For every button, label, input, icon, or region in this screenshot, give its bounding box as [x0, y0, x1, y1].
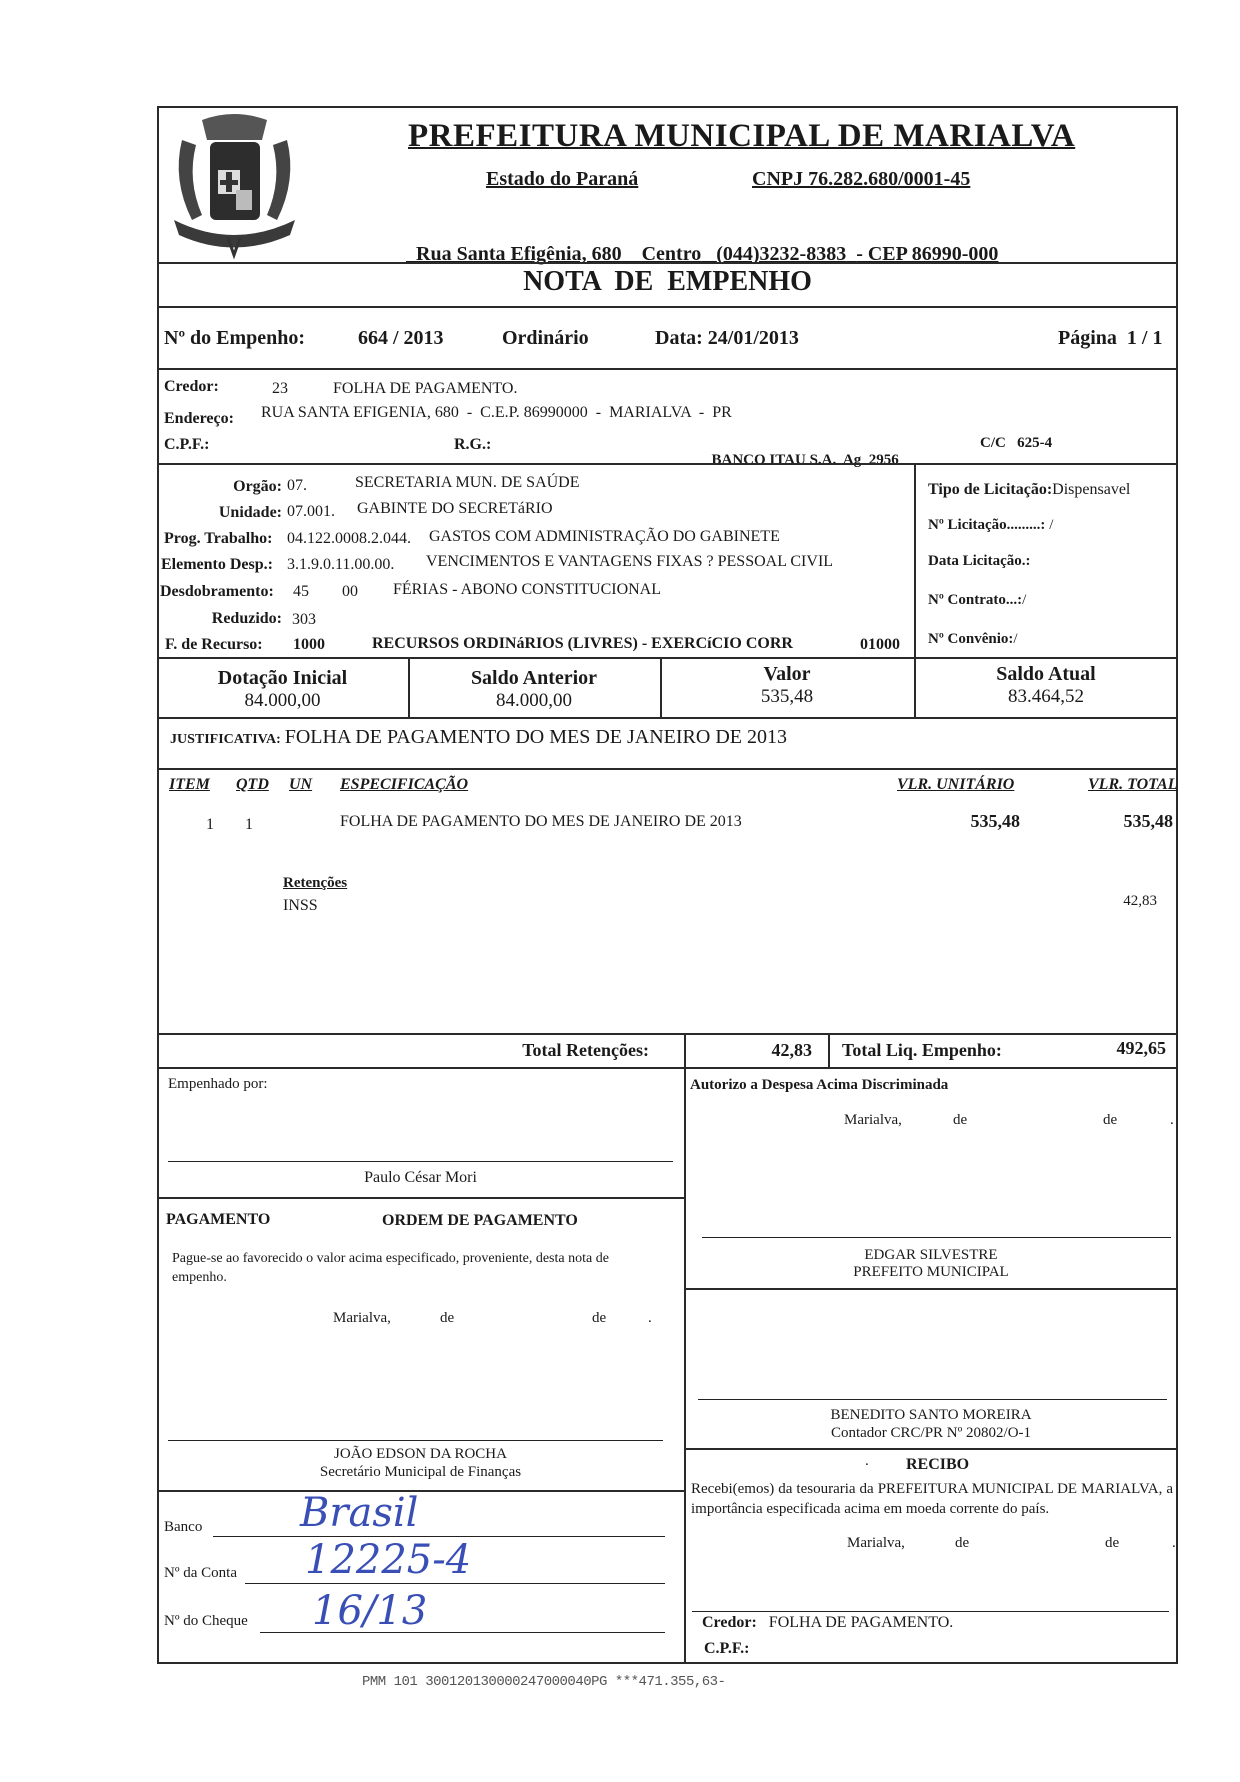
divider — [157, 306, 1178, 308]
credor-label: Credor: — [164, 378, 219, 395]
balance-value: 84.000,00 — [244, 690, 321, 711]
balance-label: Saldo Anterior — [470, 667, 598, 689]
desdobramento-name: FÉRIAS - ABONO CONSTITUCIONAL — [393, 581, 662, 598]
total-retencoes-value: 42,83 — [771, 1040, 812, 1060]
date-label: Data: — [655, 327, 703, 349]
recibo-credor-label: Credor: — [702, 1614, 757, 1631]
convenio-value: / — [1013, 631, 1018, 647]
contrato-value: / — [1022, 592, 1027, 608]
prog-code: 04.122.0008.2.044. — [287, 530, 411, 547]
contrato-label: Nº Contrato...: — [928, 592, 1023, 608]
orgao-name: SECRETARIA MUN. DE SAÚDE — [355, 474, 580, 491]
crest-icon — [162, 110, 307, 260]
secretario-title: Secretário Municipal de Finanças — [319, 1464, 522, 1480]
empenho-number-label: Nº do Empenho: — [164, 327, 306, 349]
document-title: NOTA DE EMPENHO — [523, 266, 812, 297]
rg-label: R.G.: — [454, 436, 492, 453]
recibo-cpf-label: C.P.F.: — [704, 1640, 750, 1657]
empenho-date — [655, 327, 799, 350]
divider — [157, 1197, 684, 1199]
period: . — [1170, 1112, 1174, 1128]
col-unit-price: VLR. UNITÁRIO — [897, 776, 1015, 793]
convenio-label: Nº Convênio: — [928, 631, 1014, 647]
recibo-label: RECIBO — [906, 1456, 970, 1473]
col-spec: ESPECIFICAÇÃO — [340, 776, 469, 793]
balance-saldo-anterior — [408, 667, 660, 712]
address-phone: (044)3232-8383 — [716, 243, 847, 265]
licitacao-numero-label: Nº Licitação.........: — [928, 517, 1046, 533]
col-total: VLR. TOTAL — [1088, 776, 1178, 793]
row-qtd: 1 — [245, 816, 253, 833]
divider — [157, 1067, 1178, 1069]
divider — [157, 717, 1178, 719]
balance-label: Dotação Inicial — [217, 667, 348, 689]
autorizo-label: Autorizo a Despesa Acima Discriminada — [690, 1077, 949, 1093]
licitacao-tipo-label: Tipo de Licitação: — [928, 481, 1053, 498]
balance-label: Saldo Atual — [996, 663, 1096, 685]
prog-name: GASTOS COM ADMINISTRAÇÃO DO GABINETE — [429, 528, 780, 545]
licitacao-numero-value: / — [1049, 517, 1054, 533]
elemento-code: 3.1.9.0.11.00.00. — [287, 556, 395, 573]
city-label: Marialva, — [844, 1112, 902, 1128]
row-item: 1 — [206, 816, 214, 833]
total-liquido-value: 492,65 — [1116, 1038, 1166, 1058]
licitacao-tipo — [928, 481, 1130, 499]
empenhado-label: Empenhado por: — [168, 1076, 268, 1092]
account-info — [980, 435, 1052, 452]
cpf-label: C.P.F.: — [164, 436, 210, 453]
recibo-bullet: . — [865, 1453, 869, 1469]
conta-label: Nº da Conta — [164, 1565, 237, 1581]
recibo-text: Recebi(emos) da tesouraria da PREFEITURA MUNICIPAL DE MARIALVA, a importância especificada acima em moeda corrente do país. — [691, 1481, 1173, 1517]
bank-authentication-stamp: PMM 101 300120130000247000040PG ***471.355,63- — [362, 1674, 726, 1690]
endereco-value: RUA SANTA EFIGENIA, 680 - C.E.P. 86990000 - MARIALVA - PR — [261, 404, 732, 421]
divider — [684, 1448, 1178, 1450]
recurso-name: RECURSOS ORDINáRIOS (LIVRES) - EXERCíCIO CORR — [372, 635, 793, 652]
bank-agency: 2956 — [868, 452, 899, 468]
unidade-label: Unidade: — [218, 504, 282, 521]
empenho-type: Ordinário — [502, 327, 589, 349]
balance-label: Valor — [763, 663, 811, 685]
conta-input-line[interactable] — [245, 1583, 665, 1584]
divider — [684, 1288, 1178, 1290]
prefeito-title: PREFEITO MUNICIPAL — [853, 1264, 1009, 1280]
empenhado-name: Paulo César Mori — [364, 1169, 477, 1186]
de-label: de — [953, 1112, 968, 1128]
bank-name: BANCO ITAU S.A. Ag — [711, 452, 862, 468]
licitacao-data-label: Data Licitação.: — [928, 553, 1031, 569]
balance-valor — [660, 663, 914, 708]
signature-line — [698, 1399, 1167, 1400]
col-item: ITEM — [169, 776, 210, 793]
signature-line — [702, 1237, 1171, 1238]
address-district: Centro — [641, 243, 702, 265]
justificativa-text: FOLHA DE PAGAMENTO DO MES DE JANEIRO DE 2013 — [284, 726, 787, 748]
municipality-title: PREFEITURA MUNICIPAL DE MARIALVA — [408, 118, 1076, 154]
recurso-sub: 01000 — [860, 636, 900, 653]
divider — [157, 262, 1178, 264]
banco-handwritten: Brasil — [300, 1490, 419, 1536]
contador-name: BENEDITO SANTO MOREIRA — [830, 1407, 1032, 1423]
desdobramento-code1: 45 — [293, 583, 309, 600]
divider — [157, 1490, 684, 1492]
col-un: UN — [289, 776, 313, 793]
signature-line — [168, 1161, 673, 1162]
endereco-label: Endereço: — [164, 410, 234, 427]
address-cep: - CEP 86990-000 — [856, 243, 999, 265]
secretario-name: JOÃO EDSON DA ROCHA — [334, 1446, 507, 1462]
row-total: 535,48 — [1123, 811, 1173, 831]
divider — [684, 1033, 686, 1663]
unidade-code: 07.001. — [287, 503, 335, 520]
retencao-value: 42,83 — [1123, 893, 1157, 909]
total-liquido-label: Total Liq. Empenho: — [842, 1040, 1002, 1060]
period: . — [648, 1310, 652, 1326]
elemento-name: VENCIMENTOS E VANTAGENS FIXAS ? PESSOAL CIVIL — [426, 553, 834, 570]
de-label: de — [440, 1310, 455, 1326]
licitacao-numero — [928, 517, 1053, 534]
divider — [157, 768, 1178, 770]
reduzido-value: 303 — [292, 611, 316, 628]
credor-name: FOLHA DE PAGAMENTO. — [333, 380, 518, 397]
ordem-text: Pague-se ao favorecido o valor acima especificado, proveniente, desta nota de empenho. — [172, 1251, 609, 1285]
banco-label: Banco — [164, 1519, 203, 1535]
divider — [157, 657, 1178, 659]
recibo-credor — [702, 1614, 953, 1632]
balance-value: 84.000,00 — [496, 690, 572, 711]
justificativa — [170, 726, 787, 749]
period: . — [1172, 1535, 1176, 1551]
divider — [914, 463, 916, 657]
recibo-credor-value: FOLHA DE PAGAMENTO. — [768, 1614, 954, 1631]
cheque-handwritten: 16/13 — [312, 1588, 428, 1634]
row-unit-price: 535,48 — [970, 811, 1020, 831]
pagamento-label: PAGAMENTO — [166, 1211, 271, 1228]
balance-value: 535,48 — [760, 686, 814, 707]
de-label: de — [592, 1310, 607, 1326]
divider — [157, 1033, 1178, 1035]
balance-dotacao — [157, 667, 408, 712]
cheque-label: Nº do Cheque — [164, 1613, 248, 1629]
city-label: Marialva, — [333, 1310, 391, 1326]
balance-saldo-atual — [914, 663, 1178, 708]
prog-label: Prog. Trabalho: — [164, 530, 273, 547]
signature-line — [168, 1440, 663, 1441]
elemento-label: Elemento Desp.: — [161, 556, 273, 573]
state-label: Estado do Paraná — [486, 168, 639, 190]
unidade-name: GABINTE DO SECRETáRIO — [357, 500, 553, 517]
cc-value: 625-4 — [1017, 435, 1053, 451]
date-value: 24/01/2013 — [707, 327, 799, 349]
city-label: Marialva, — [847, 1535, 905, 1551]
recurso-label: F. de Recurso: — [165, 636, 263, 653]
divider — [157, 368, 1178, 370]
address-street: Rua Santa Efigênia, 680 — [416, 243, 622, 265]
page-value: 1 / 1 — [1126, 327, 1163, 349]
ordem-label: ORDEM DE PAGAMENTO — [382, 1212, 578, 1229]
justificativa-label: JUSTIFICATIVA: — [170, 732, 281, 747]
licitacao-contrato — [928, 592, 1026, 609]
reduzido-label: Reduzido: — [211, 610, 282, 627]
cc-label: C/C — [980, 435, 1006, 451]
address-line — [406, 220, 998, 266]
cnpj-label: CNPJ 76.282.680/0001-45 — [752, 168, 971, 190]
col-qtd: QTD — [236, 776, 269, 793]
contador-title: Contador CRC/PR Nº 20802/O-1 — [830, 1425, 1032, 1441]
retencao-name: INSS — [283, 897, 318, 914]
conta-handwritten: 12225-4 — [305, 1537, 472, 1583]
retencoes-heading: Retenções — [283, 875, 348, 891]
licitacao-convenio — [928, 631, 1018, 648]
balance-value: 83.464,52 — [1008, 686, 1084, 707]
prefeito-name: EDGAR SILVESTRE — [864, 1247, 998, 1263]
divider — [157, 463, 1178, 465]
desdobramento-code2: 00 — [342, 583, 358, 600]
signature-line — [692, 1611, 1169, 1612]
row-spec: FOLHA DE PAGAMENTO DO MES DE JANEIRO DE 2013 — [340, 813, 742, 830]
recurso-code: 1000 — [293, 636, 325, 653]
orgao-code: 07. — [287, 477, 307, 494]
page-label: Página — [1058, 327, 1117, 349]
orgao-label: Orgão: — [233, 478, 282, 495]
empenho-number: 664 / 2013 — [358, 327, 444, 349]
de-label: de — [1103, 1112, 1118, 1128]
divider — [828, 1033, 830, 1067]
page-indicator — [1058, 327, 1162, 350]
licitacao-tipo-value: Dispensavel — [1052, 481, 1131, 498]
desdobramento-label: Desdobramento: — [160, 583, 274, 600]
credor-code: 23 — [272, 380, 288, 397]
total-retencoes-label: Total Retenções: — [522, 1040, 649, 1060]
de-label: de — [955, 1535, 970, 1551]
de-label: de — [1105, 1535, 1120, 1551]
